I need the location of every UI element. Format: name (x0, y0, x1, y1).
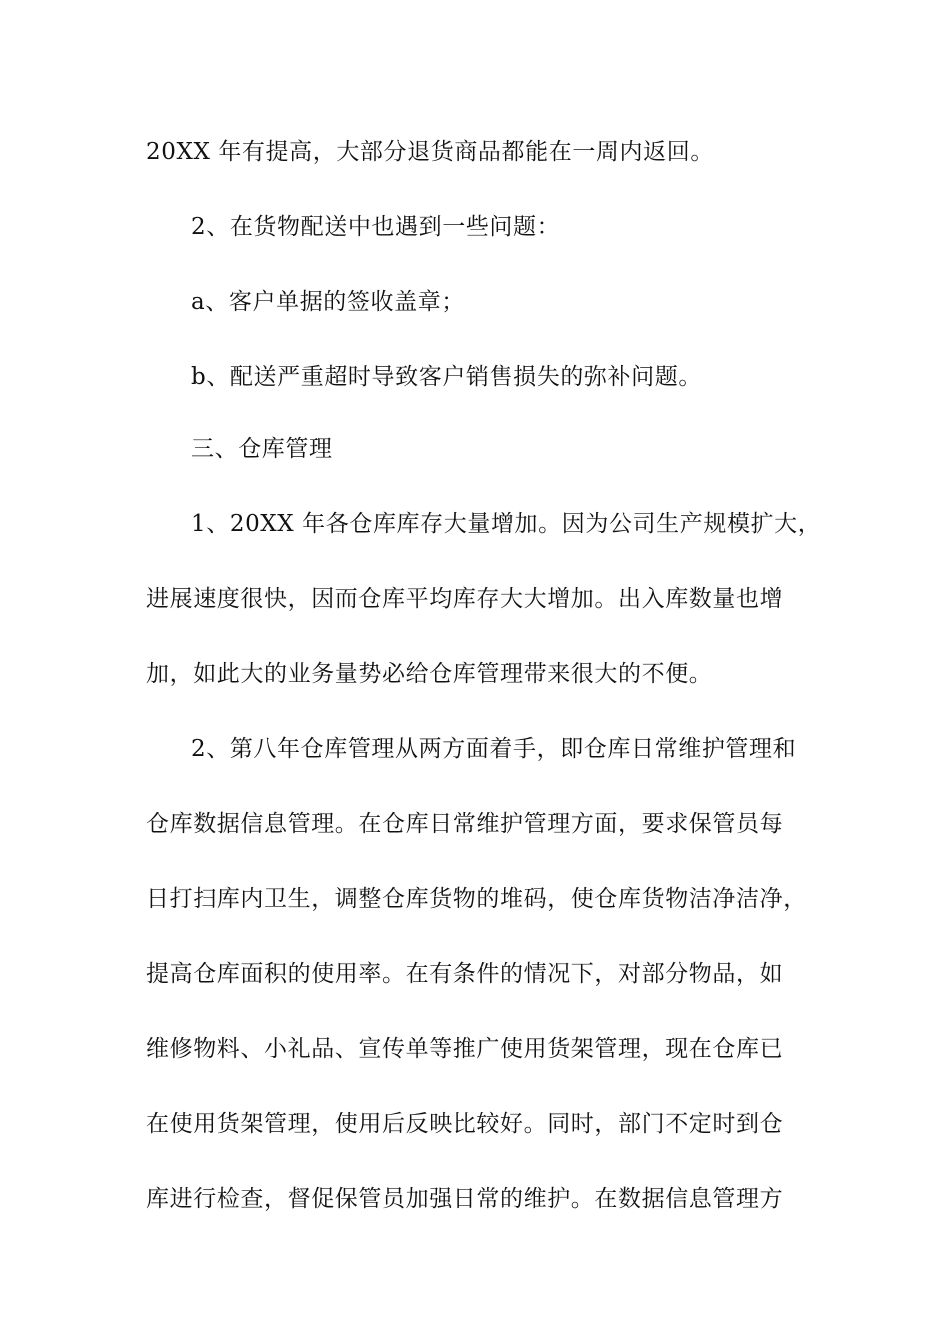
body-text-line: 提高仓库面积的使用率。在有条件的情况下，对部分物品，如 (146, 961, 784, 987)
body-text-line: 加，如此大的业务量势必给仓库管理带来很大的不便。 (146, 661, 713, 687)
section-heading: 三、仓库管理 (191, 436, 333, 462)
body-text-line: 库进行检查，督促保管员加强日常的维护。在数据信息管理方 (146, 1186, 784, 1212)
body-text-line: 进展速度很快，因而仓库平均库存大大增加。出入库数量也增 (146, 586, 784, 612)
list-item: b、配送严重超时导致客户销售损失的弥补问题。 (191, 364, 702, 390)
list-item: 2、在货物配送中也遇到一些问题： (191, 214, 561, 240)
paragraph-start: 2、第八年仓库管理从两方面着手，即仓库日常维护管理和 (191, 736, 797, 762)
list-item: a、客户单据的签收盖章； (191, 289, 465, 315)
body-text-line: 在使用货架管理，使用后反映比较好。同时，部门不定时到仓 (146, 1111, 784, 1137)
body-text-line: 仓库数据信息管理。在仓库日常维护管理方面，要求保管员每 (146, 811, 784, 837)
body-text-line: 20XX 年有提高，大部分退货商品都能在一周内返回。 (146, 139, 714, 165)
paragraph-start: 1、20XX 年各仓库库存大量增加。因为公司生产规模扩大， (191, 511, 822, 537)
body-text-line: 维修物料、小礼品、宣传单等推广使用货架管理，现在仓库已 (146, 1036, 784, 1062)
body-text-line: 日打扫库内卫生，调整仓库货物的堆码，使仓库货物洁净洁净， (146, 886, 807, 912)
